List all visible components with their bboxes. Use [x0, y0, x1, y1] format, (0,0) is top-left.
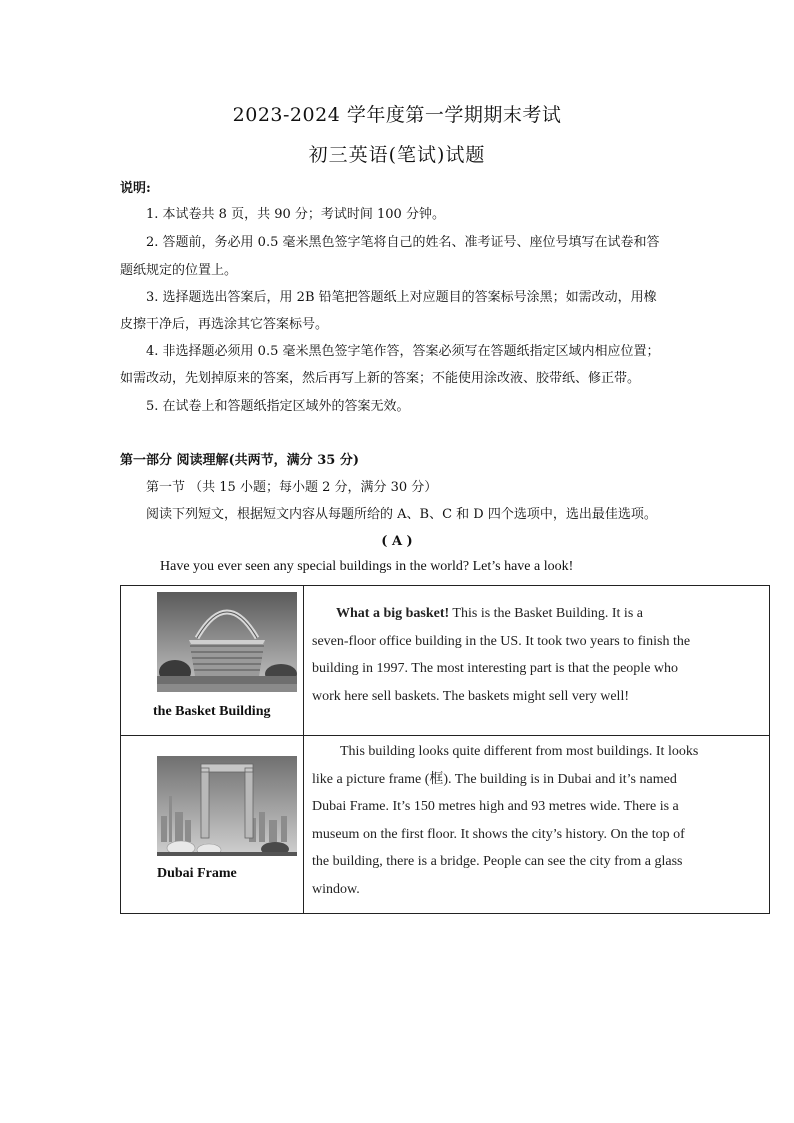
instruction-line: 1. 本试卷共 8 页，共 90 分；考试时间 100 分钟。 [146, 207, 445, 222]
passage-intro: Have you ever seen any special buildings in the world? Let’s have a look! [160, 559, 574, 574]
text-line: building in 1997. The most interesting part is that the people who [312, 661, 679, 676]
text-line: the building, there is a bridge. People can see the city from a glass [312, 854, 683, 869]
text-line: window. [312, 881, 360, 897]
exam-subtitle: 初三英语(笔试)试题 [308, 144, 486, 166]
table-row [121, 586, 770, 736]
basket-building-photo [157, 592, 297, 692]
text-line: seven-floor office building in the US. It took two years to finish the [312, 633, 691, 649]
section-direction: 阅读下列短文，根据短文内容从每题所给的 A、B、C 和 D 四个选项中，选出最佳选项。 [146, 507, 657, 522]
instruction-line: 5. 在试卷上和答题纸指定区域外的答案无效。 [146, 399, 410, 414]
image-cell [121, 586, 304, 736]
text-line: Dubai Frame. It’s 150 metres high and 93 metres wide. There is a [312, 799, 679, 814]
instruction-line: 如需改动，先划掉原来的答案，然后再写上新的答案；不能使用涂改液、胶带纸、修正带。 [120, 371, 641, 386]
instruction-line: 皮擦干净后，再选涂其它答案标号。 [120, 317, 329, 332]
basket-lead: What a big basket! [336, 606, 450, 621]
basket-building-caption: the Basket Building [153, 704, 271, 719]
passage-label: ( A ) [381, 534, 413, 549]
text-cell [304, 736, 770, 914]
text-line: like a picture frame (框). The building is in Dubai and it’s named [312, 771, 677, 787]
part-heading: 第一部分 阅读理解(共两节，满分 35 分) [120, 453, 359, 468]
exam-title: 2023-2024 学年度第一学期期末考试 [232, 104, 562, 126]
text-line: This building looks quite different from most buildings. It looks [340, 744, 699, 759]
instructions-label: 说明: [120, 181, 151, 196]
table-row [121, 736, 770, 914]
text-line: work here sell baskets. The baskets might sell very well! [312, 688, 629, 704]
buildings-table [120, 585, 770, 914]
text-line: museum on the first floor. It shows the city’s history. On the top of [312, 826, 685, 842]
dubai-frame-caption: Dubai Frame [157, 866, 237, 881]
instruction-line: 题纸规定的位置上。 [120, 263, 238, 278]
instruction-line: 2. 答题前，务必用 0.5 毫米黑色签字笔将自己的姓名、准考证号、座位号填写在试卷和答 [146, 235, 660, 250]
instruction-line: 3. 选择题选出答案后，用 2B 铅笔把答题纸上对应题目的答案标号涂黑；如需改动，用橡 [146, 290, 657, 305]
section-heading: 第一节 （共 15 小题；每小题 2 分，满分 30 分） [146, 480, 438, 495]
text-line: This is the Basket Building. It is a [449, 606, 643, 621]
image-cell [121, 736, 304, 914]
text-cell [304, 586, 770, 736]
instruction-line: 4. 非选择题必须用 0.5 毫米黑色签字笔作答，答案必须写在答题纸指定区域内相应位置； [146, 344, 660, 359]
dubai-frame-photo [157, 756, 297, 856]
